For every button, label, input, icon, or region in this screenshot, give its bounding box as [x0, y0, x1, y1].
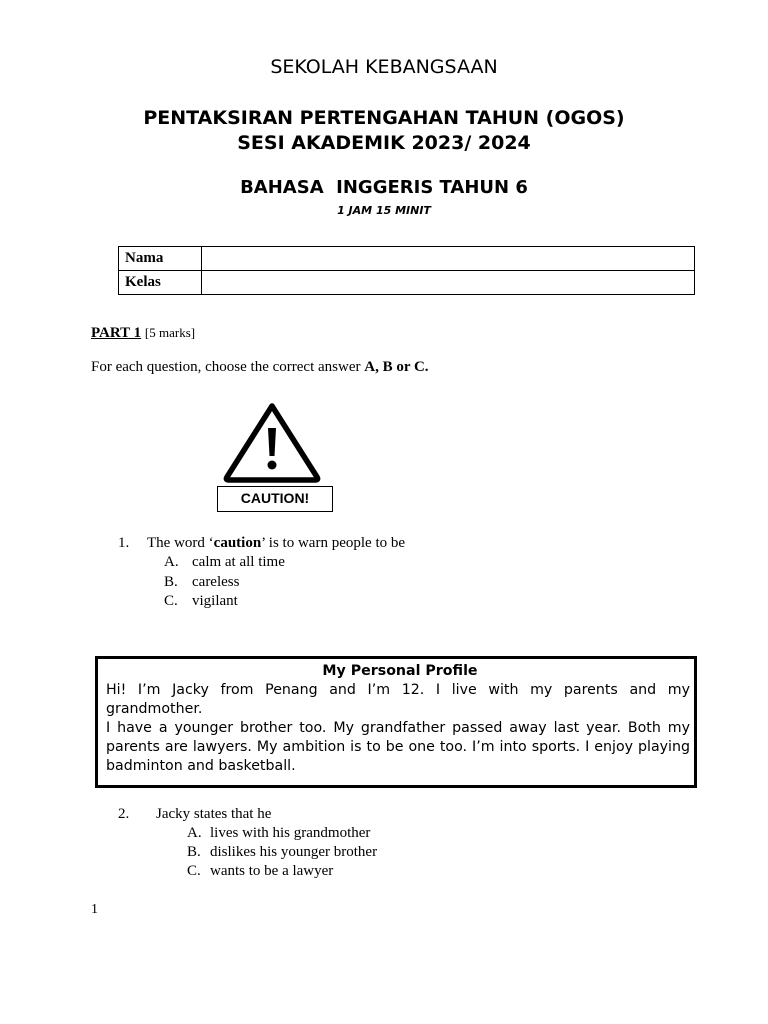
part-heading — [91, 325, 195, 342]
profile-paragraph-1: Hi! I’m Jacky from Penang and I’m 12. I live with my parents and my grandmother. — [106, 682, 690, 717]
option-letter: C. — [164, 593, 178, 609]
exam-title-line1: PENTAKSIRAN PERTENGAHAN TAHUN (OGOS) — [143, 107, 625, 129]
question-2-stem: Jacky states that he — [156, 806, 272, 822]
subject-title: BAHASA INGGERIS TAHUN 6 — [240, 177, 528, 198]
question-2-option-a[interactable] — [187, 825, 370, 842]
option-text: vigilant — [192, 593, 238, 609]
question-2-number: 2. — [118, 806, 130, 822]
question-1-stem-after: ’ is to warn people to be — [261, 535, 406, 551]
option-text: lives with his grandmother — [210, 825, 371, 841]
question-1-keyword: caution — [213, 535, 262, 551]
option-text: wants to be a lawyer — [210, 863, 334, 879]
part-title: PART 1 — [91, 325, 142, 341]
name-label: Nama — [119, 247, 202, 271]
profile-paragraph-2: I have a younger brother too. My grandfather passed away last year. Both my parents are lawyers. My ambition is to be one too. I’m into sports. I enjoy playing badminton and basketball. — [106, 720, 690, 774]
student-info-table — [118, 246, 695, 295]
page-number: 1 — [91, 902, 98, 917]
caution-label: CAUTION! — [217, 486, 333, 512]
option-letter: B. — [164, 574, 178, 590]
option-letter: A. — [164, 554, 179, 570]
question-1-stem-before: The word ‘ — [147, 535, 214, 551]
question-1-option-c[interactable] — [164, 593, 238, 610]
profile-body — [106, 681, 694, 776]
question-1-option-b[interactable] — [164, 574, 239, 591]
profile-title: My Personal Profile — [322, 663, 478, 679]
part-marks: [5 marks] — [144, 325, 196, 340]
question-2-option-c[interactable] — [187, 863, 333, 880]
instruction-text: For each question, choose the correct answer — [91, 359, 365, 375]
name-field[interactable] — [202, 247, 695, 271]
option-text: calm at all time — [192, 554, 285, 570]
option-letter: C. — [187, 863, 201, 879]
warning-triangle-icon — [222, 400, 322, 484]
exam-title-line2: SESI AKADEMIK 2023/ 2024 — [237, 132, 531, 154]
question-1-number: 1. — [118, 535, 130, 551]
option-letter: A. — [187, 825, 202, 841]
exam-title — [0, 106, 768, 156]
class-label: Kelas — [119, 271, 202, 295]
option-text: dislikes his younger brother — [210, 844, 378, 860]
school-name: SEKOLAH KEBANGSAAN — [270, 56, 498, 78]
class-field[interactable] — [202, 271, 695, 295]
question-2-option-b[interactable] — [187, 844, 377, 861]
personal-profile-box — [95, 656, 697, 788]
class-row — [119, 271, 695, 295]
question-1-option-a[interactable] — [164, 554, 285, 571]
name-row — [119, 247, 695, 271]
question-1-stem — [147, 535, 405, 552]
instruction — [91, 359, 429, 376]
instruction-choices: A, B or C. — [364, 359, 429, 375]
option-text: careless — [192, 574, 240, 590]
duration: 1 JAM 15 MINIT — [337, 204, 431, 217]
option-letter: B. — [187, 844, 201, 860]
